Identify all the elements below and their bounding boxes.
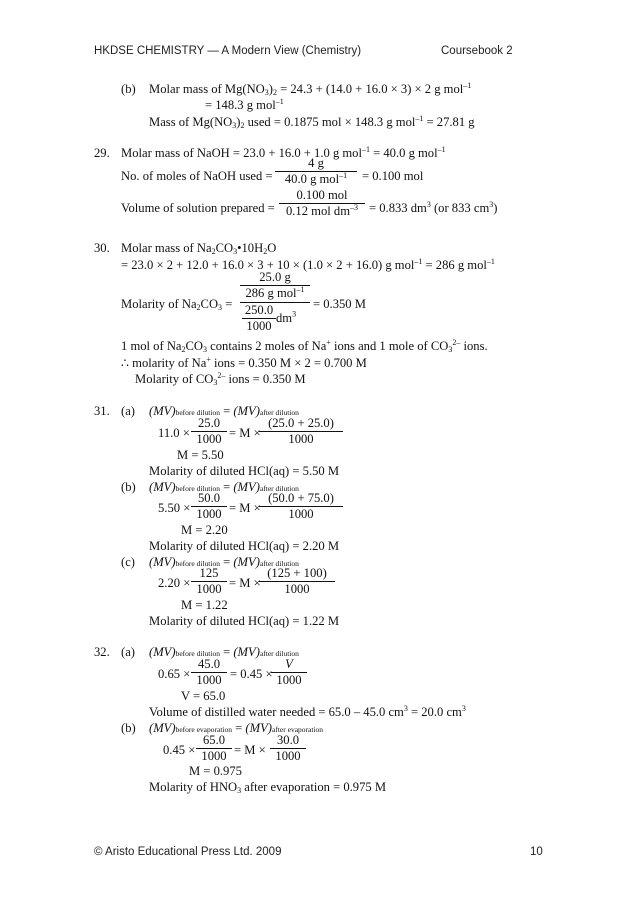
q31c-coef: 2.20 × xyxy=(158,576,191,590)
q32-number: 32. xyxy=(94,645,110,659)
q32b-fraction-2: 30.0 1000 xyxy=(270,734,306,763)
q30-molarity-rhs: = 0.350 M xyxy=(313,297,366,311)
q32b-mv-equation: (MV)before evaporation = (MV)after evaporation xyxy=(149,721,324,735)
q32a-result: V = 65.0 xyxy=(181,689,226,703)
q29-moles-rhs: = 0.100 mol xyxy=(362,169,424,183)
q32b-coef: 0.45 × xyxy=(163,743,196,757)
q31a-fraction-2: (25.0 + 25.0) 1000 xyxy=(259,417,343,446)
q31a-mid: = M × xyxy=(229,426,261,440)
q31b-label: (b) xyxy=(121,480,136,494)
q30-molarity-lhs: Molarity of $Na_2CO_3$ = xyxy=(121,297,233,312)
q31a-fraction-1: 25.0 1000 xyxy=(191,417,227,446)
q31b-mid: = M × xyxy=(229,501,261,515)
q31a-conclusion: Molarity of diluted HCl(aq) = 5.50 M xyxy=(149,464,340,478)
q31c-fraction-2: (125 + 100) 1000 xyxy=(259,567,335,596)
q31c-result: M = 1.22 xyxy=(181,598,228,612)
q31a-label: (a) xyxy=(121,404,135,418)
q30-line6: Molarity of $CO_3^{2-}$ ions = 0.350 M xyxy=(135,371,306,387)
q31b-coef: 5.50 × xyxy=(158,501,191,515)
q30-molarity-fraction: 25.0 g 286 g mol$^{-1}$ $\frac{250.0}{1000}$ $dm^3$ xyxy=(240,271,310,333)
q32b-fraction-1: 65.0 1000 xyxy=(196,734,232,763)
q32b-label: (b) xyxy=(121,721,136,735)
q28b-line3: Mass of $Mg(NO_3)_2$ used = 0.1875 mol × 148.3 g mol$^{-1}$ = 27.81 g xyxy=(149,114,475,130)
q31c-mv-equation: (MV)before dilution = (MV)after dilution xyxy=(149,555,299,569)
q29-moles-fraction: 4 g 40.0 g mol$^{-1}$ xyxy=(275,157,357,186)
q32b-conclusion: Molarity of $HNO_3$ after evaporation = 0.975 M xyxy=(149,780,387,795)
q31a-result: M = 5.50 xyxy=(177,448,224,462)
q32a-mid: = 0.45 × xyxy=(230,667,273,681)
q31c-label: (c) xyxy=(121,555,135,569)
q30-line2: = 23.0 × 2 + 12.0 + 16.0 × 3 + 10 × (1.0 × 2 + 16.0) g mol$^{-1}$ = 286 g mol$^{-1}$ xyxy=(121,257,495,272)
q32a-mv-equation: (MV)before dilution = (MV)after dilution xyxy=(149,645,299,659)
q31a-mv-equation: (MV)before dilution = (MV)after dilution xyxy=(149,404,299,418)
page-number: 10 xyxy=(530,846,543,858)
q31b-fraction-2: (50.0 + 75.0) 1000 xyxy=(259,492,343,521)
q32a-coef: 0.65 × xyxy=(158,667,191,681)
q31-number: 31. xyxy=(94,404,110,418)
q28b-line1: Molar mass of $Mg(NO_3)_2 = 24.3 + (14.0 + 16.0 \times 3) \times 2$ g mol$^{-1}$ xyxy=(149,81,472,97)
q31c-fraction-1: 125 1000 xyxy=(191,567,227,596)
q31c-conclusion: Molarity of diluted HCl(aq) = 1.22 M xyxy=(149,614,340,628)
q28b-label: (b) xyxy=(121,82,136,96)
q31c-mid: = M × xyxy=(229,576,261,590)
q32a-fraction-2: V 1000 xyxy=(271,658,307,687)
q29-number: 29. xyxy=(94,146,110,160)
q30-line1: Molar mass of $Na_2CO_3•10H_2O$ xyxy=(121,241,277,256)
q31b-result: M = 2.20 xyxy=(181,523,228,537)
q28b-line2: = 148.3 g mol$^{-1}$ xyxy=(205,97,284,112)
q32b-result: M = 0.975 xyxy=(189,764,242,778)
q32a-label: (a) xyxy=(121,645,135,659)
header-title: HKDSE CHEMISTRY — A Modern View (Chemistry) xyxy=(94,45,362,57)
q32b-mid: = M × xyxy=(234,743,266,757)
q30-line5: ∴ molarity of Na+ ions = 0.350 M × 2 = 0.700 M xyxy=(121,355,367,370)
header-book: Coursebook 2 xyxy=(441,45,513,57)
q29-volume-rhs: = 0.833 $dm^3$ (or 833 $cm^3$) xyxy=(369,200,498,215)
q32a-conclusion: Volume of distilled water needed = 65.0 – 45.0 $cm^3 = 20.0$ $cm^3$ xyxy=(149,704,466,719)
q32a-fraction-1: 45.0 1000 xyxy=(191,658,227,687)
q29-volume-lhs: Volume of solution prepared = xyxy=(121,201,275,215)
q31b-fraction-1: 50.0 1000 xyxy=(191,492,227,521)
q31b-mv-equation: (MV)before dilution = (MV)after dilution xyxy=(149,480,299,494)
q30-number: 30. xyxy=(94,241,110,255)
footer-copyright: © Aristo Educational Press Ltd. 2009 xyxy=(94,846,282,858)
q29-moles-lhs: No. of moles of NaOH used = xyxy=(121,169,273,183)
q29-line1: Molar mass of NaOH = 23.0 + 16.0 + 1.0 g mol$^{-1}$ = 40.0 g mol$^{-1}$ xyxy=(121,145,446,160)
q29-volume-fraction: 0.100 mol 0.12 mol $dm^{-3}$ xyxy=(279,189,365,218)
q30-line4: 1 mol of $Na_2CO_3$ contains 2 moles of Na+ ions and 1 mole of $CO_3^{2-}$ ions. xyxy=(121,338,488,354)
q31b-conclusion: Molarity of diluted HCl(aq) = 2.20 M xyxy=(149,539,340,553)
q31a-coef: 11.0 × xyxy=(158,426,190,440)
